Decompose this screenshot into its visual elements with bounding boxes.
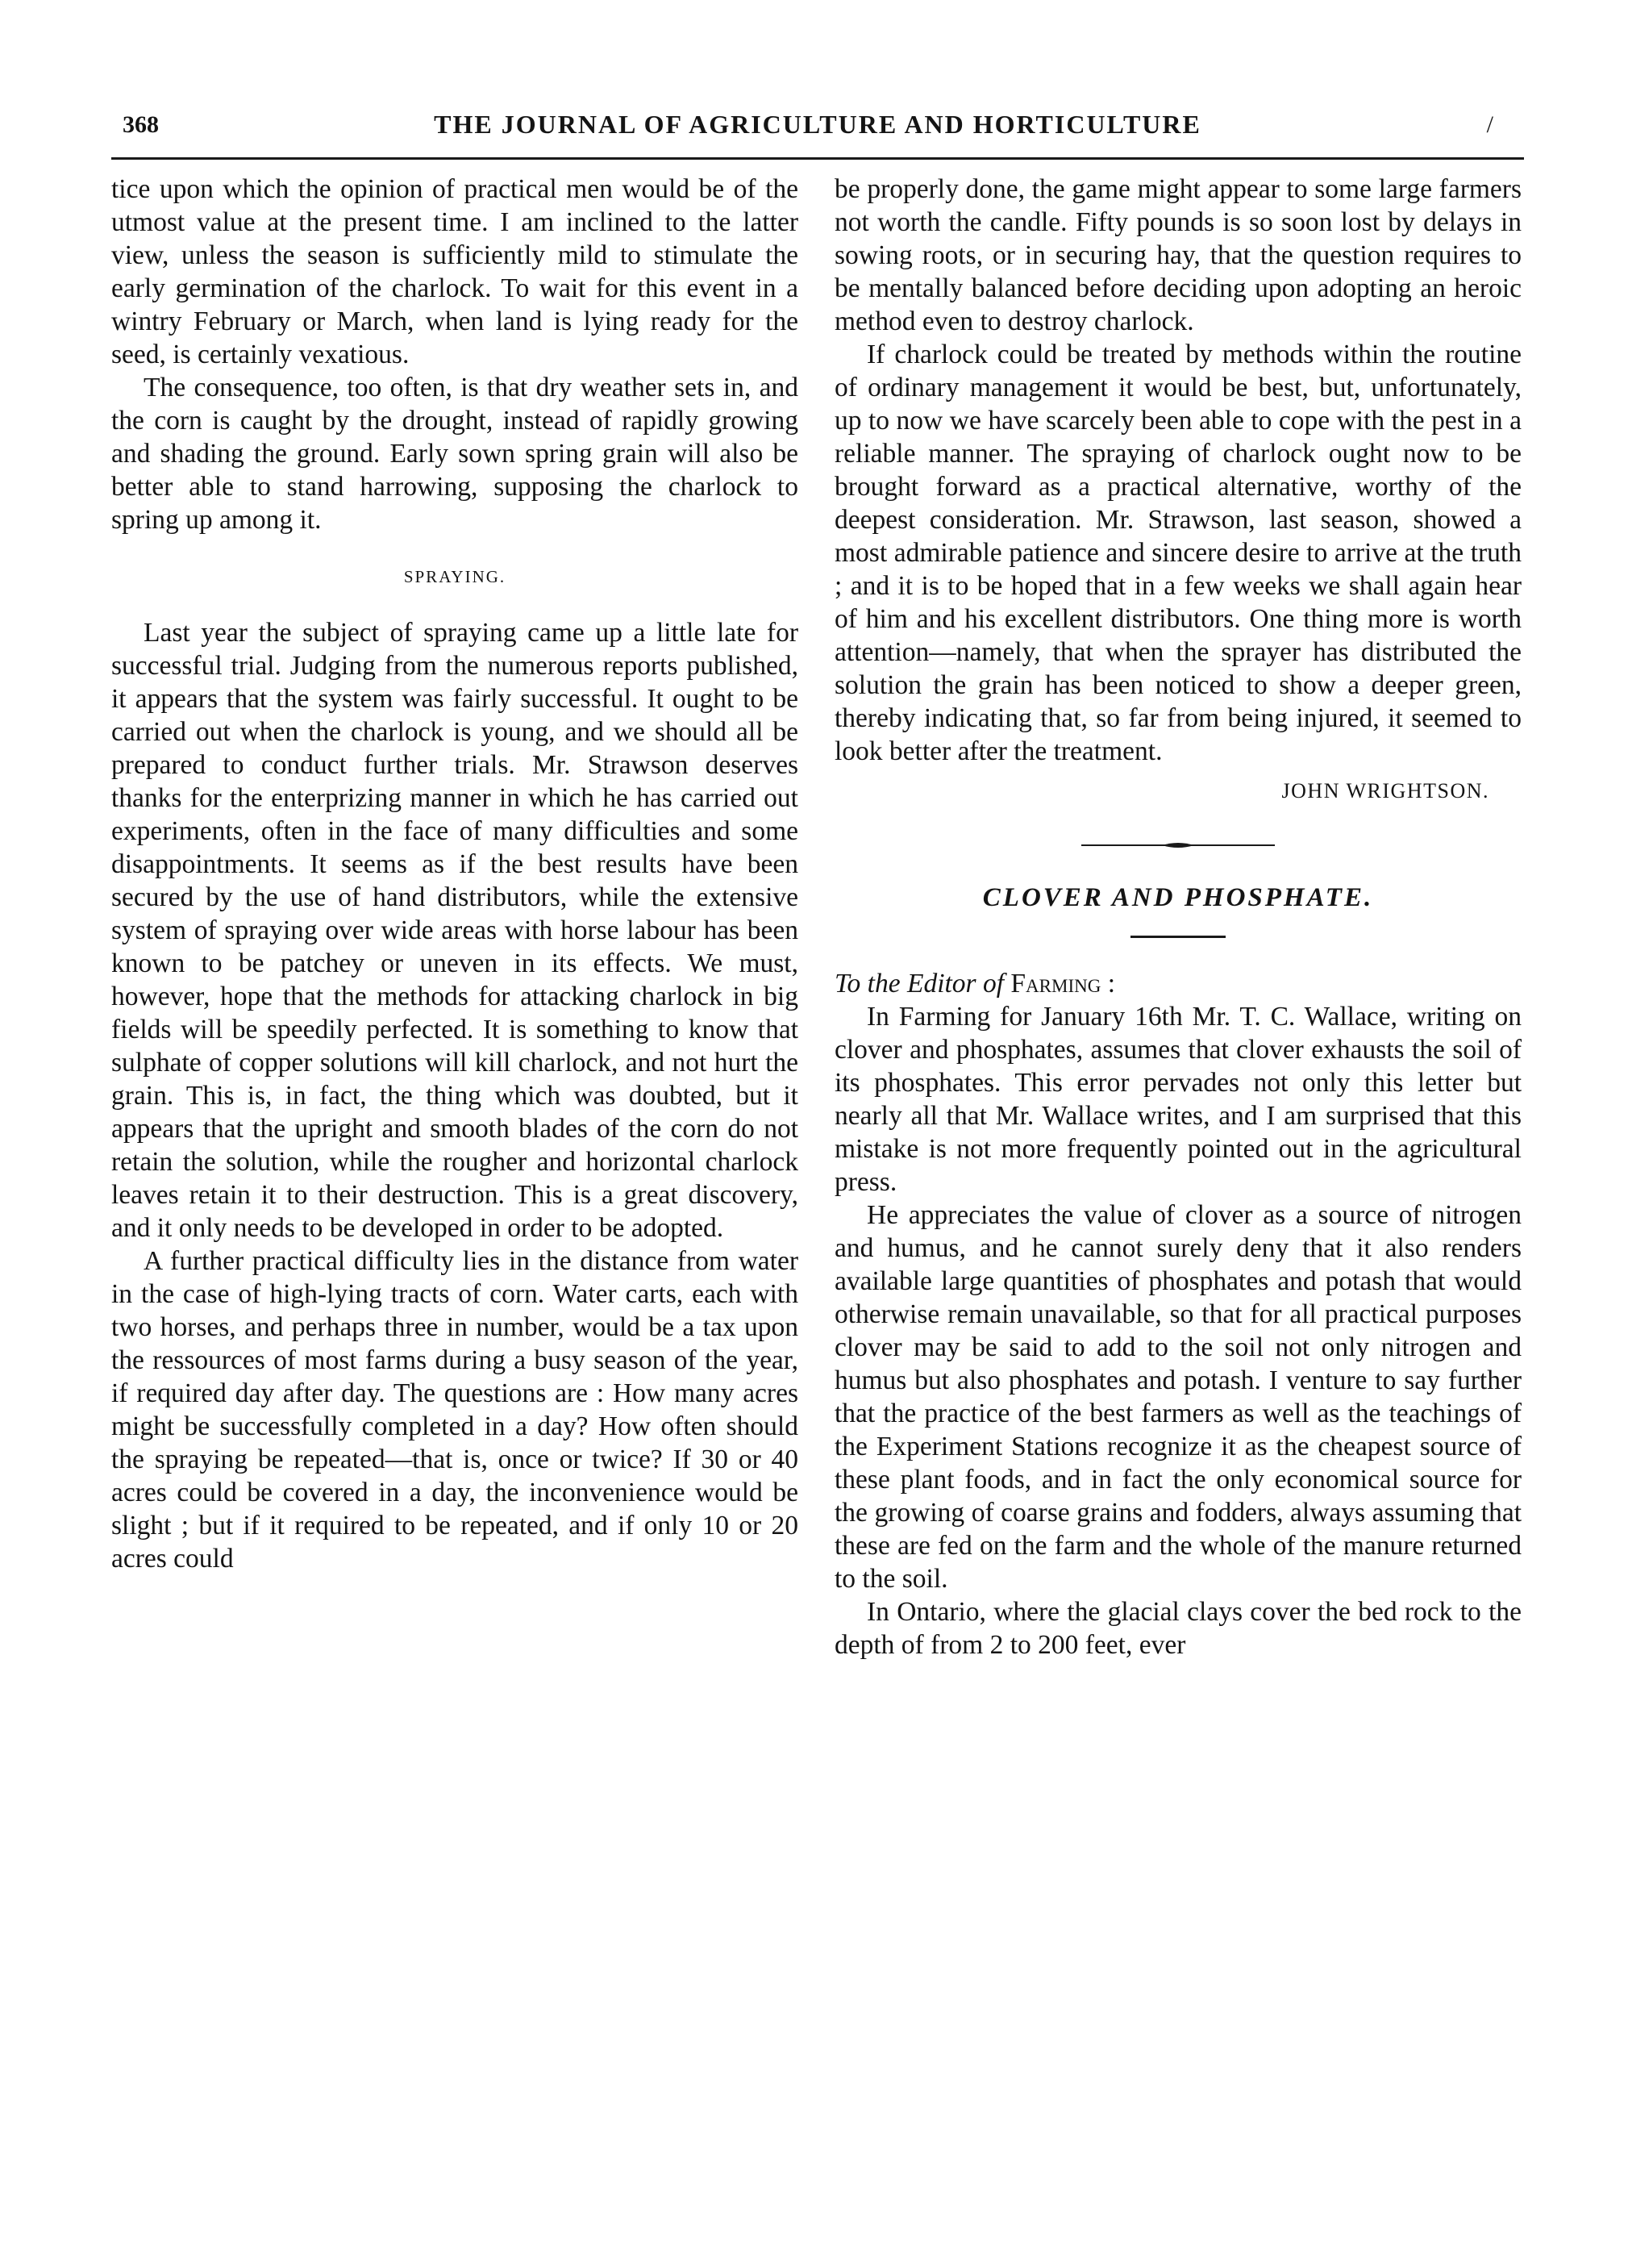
paragraph: In Farming for January 16th Mr. T. C. Wallace, writing on clover and phosphates, assumes that clover exhausts the soil of its phosphates. This error pervades not only this letter but nearly all that Mr. Wallace writes, and I am surprised that this mistake is not more frequently pointed out in the agricultural press. <box>835 1002 1522 1197</box>
paragraph: If charlock could be treated by methods within the routine of ordinary management it would be best, but, unfortunately, up to now we have scarcely been able to cope with the pest in a reliable manner. The spraying of charlock ought now to be brought forward as a practical alternative, worthy of the deepest consideration. Mr. Strawson, last season, showed a most admirable patience and sincere desire to arrive at the truth ; and it is to be hoped that in a few weeks we shall again hear of him and his excellent distributors. One thing more is worth attention—namely, that when the sprayer has distributed the solution the grain has been noticed to show a deeper green, thereby indicating that, so far from being injured, it seemed to look better after the treatment. <box>835 340 1522 766</box>
section-heading: SPRAYING. <box>403 567 506 586</box>
salutation-to: To the Editor of <box>835 969 1005 999</box>
right-column <box>835 173 1522 1661</box>
page-header <box>111 110 1524 155</box>
title-rule <box>1130 936 1226 938</box>
article-title: CLOVER AND PHOSPHATE. <box>982 883 1374 912</box>
paragraph: Last year the subject of spraying came up a little late for successful trial. Judging from the numerous reports published, it appears that the system was fairly successful. It ought to be carried out when the charlock is young, and we should all be prepared to conduct further trials. Mr. Strawson deserves thanks for the enterprizing manner in which he has carried out experiments, often in the face of many difficulties and some disappointments. It seems as if the best results have been secured by the use of hand distributors, while the extensive system of spraying over wide areas with horse labour has been known to be patchey or uneven in its effects. We must, however, hope that the methods for attacking charlock in big fields will be speedily perfected. It is something to know that sulphate of copper solutions will kill charlock, and not hurt the grain. This is, in fact, the thing which was doubted, but it appears that the upright and smooth blades of the corn do not retain the solution, while the rougher and horizontal charlock leaves retain it to their destruction. This is a great discovery, and it only needs to be developed in order to be adopted. <box>111 618 798 1243</box>
author-signature: JOHN WRIGHTSON. <box>1281 779 1489 803</box>
ornamental-divider <box>1081 841 1275 849</box>
paragraph: A further practical difficulty lies in the distance from water in the case of high-lying tracts of corn. Water carts, each with two horses, and perhaps three in number, would be a tax upon the ressources of most farms during a busy season of the year, if required day after day. The questions are : How many acres might be successfully completed in a day? How often should the spraying be repeated—that is, once or twice? If 30 or 40 acres could be covered in a day, the inconvenience would be slight ; but if it required to be repeated, and if only 10 or 20 acres could <box>111 1246 798 1574</box>
header-rule <box>111 157 1524 160</box>
salutation-farming: Farming : <box>1010 969 1115 999</box>
paragraph: He appreciates the value of clover as a source of nitrogen and humus, and he cannot surely deny that it also renders available large quantities of phosphates and potash that would otherwise remain unavailable, so that for all practical purposes clover may be said to add to the soil not only nitrogen and humus but also phosphates and potash. I venture to say further that the practice of the best farmers as well as the teachings of the Experiment Stations recognize it as the cheapest source of these plant foods, and in fact the only economical source for the growing of coarse grains and fodders, always assuming that these are fed on the farm and the whole of the manure returned to the soil. <box>835 1200 1522 1594</box>
page-number: 368 <box>123 111 159 138</box>
left-column <box>111 173 798 1575</box>
paragraph: be properly done, the game might appear to some large farmers not worth the candle. Fifty pounds is so soon lost by delays in sowing roots, or in securing hay, that the question requires to be mentally balanced before deciding upon adopting an heroic method even to destroy charlock. <box>835 174 1522 336</box>
paragraph: The consequence, too often, is that dry weather sets in, and the corn is caught by the drought, instead of rapidly growing and shading the ground. Early sown spring grain will also be better able to stand harrowing, supposing the charlock to spring up among it. <box>111 373 798 535</box>
salutation <box>835 967 1522 1000</box>
header-mark: / <box>1486 111 1493 138</box>
journal-title: THE JOURNAL OF AGRICULTURE AND HORTICULTURE <box>434 110 1201 139</box>
paragraph: In Ontario, where the glacial clays cover the bed rock to the depth of from 2 to 200 feet, ever <box>835 1597 1522 1660</box>
paragraph: tice upon which the opinion of practical men would be of the utmost value at the present time. I am inclined to the latter view, unless the season is sufficiently mild to stimulate the early germination of the charlock. To wait for this event in a wintry February or March, when land is lying ready for the seed, is certainly vexatious. <box>111 174 798 369</box>
